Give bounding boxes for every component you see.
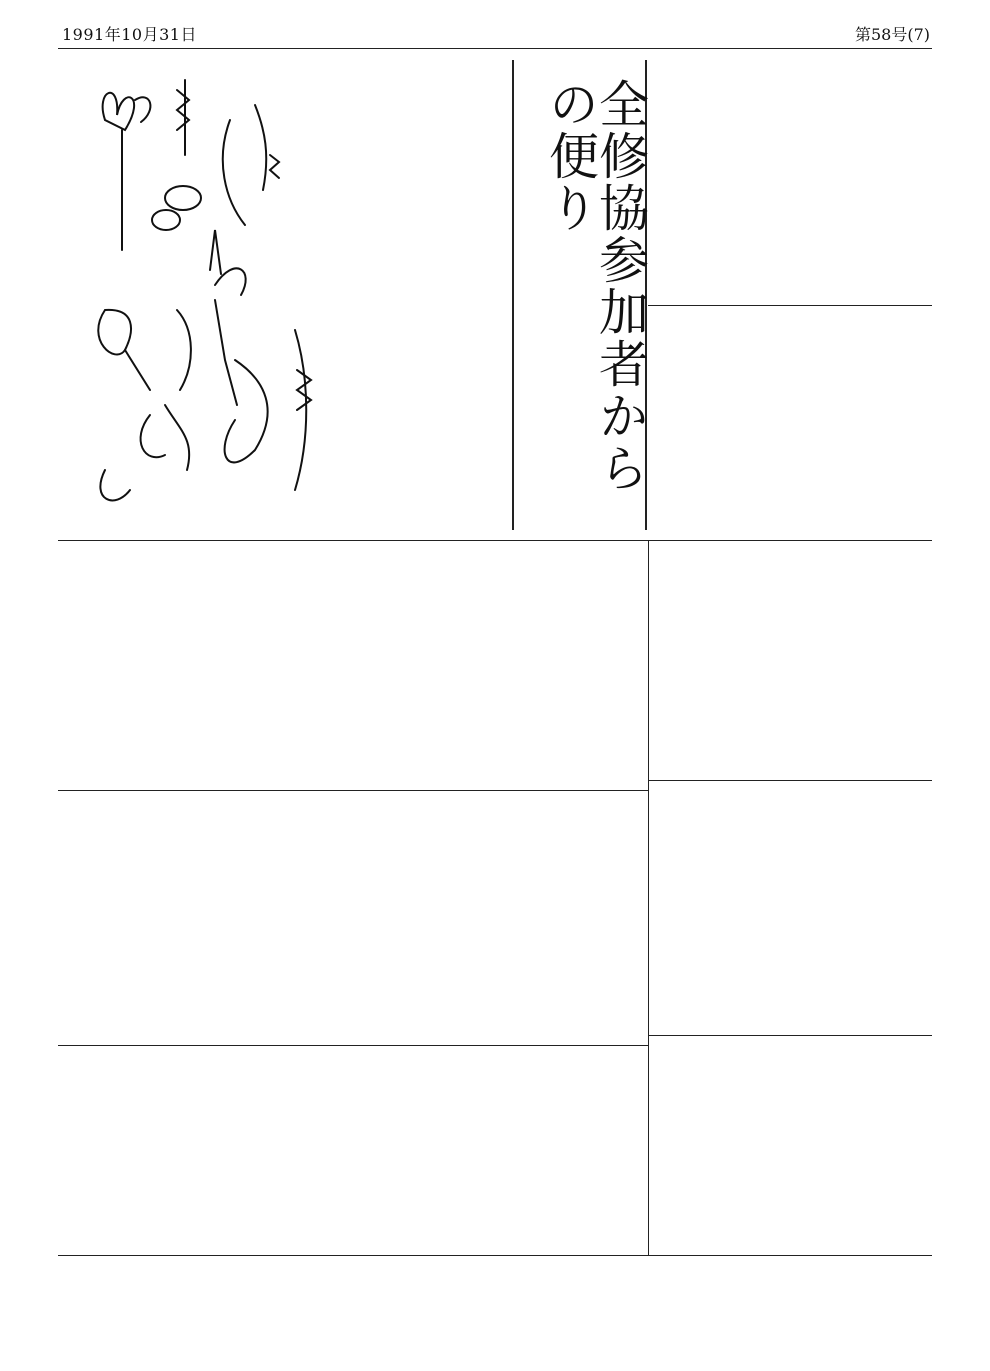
header-rule (58, 48, 932, 49)
column-divider (648, 305, 932, 306)
flower-sketch-icon (65, 60, 355, 530)
section-divider (58, 790, 648, 791)
column-divider (648, 1035, 932, 1036)
article-headline: 全修協参加者からの便り (541, 78, 649, 494)
issue-date: 1991年10月31日 (62, 25, 197, 44)
section-divider (58, 540, 932, 541)
footer-rule (58, 1255, 932, 1256)
column-divider (648, 780, 932, 781)
issue-page-number: 第58号(7) (854, 25, 930, 44)
column-divider (648, 540, 649, 1255)
headline-frame (512, 60, 647, 530)
section-divider (58, 1045, 648, 1046)
